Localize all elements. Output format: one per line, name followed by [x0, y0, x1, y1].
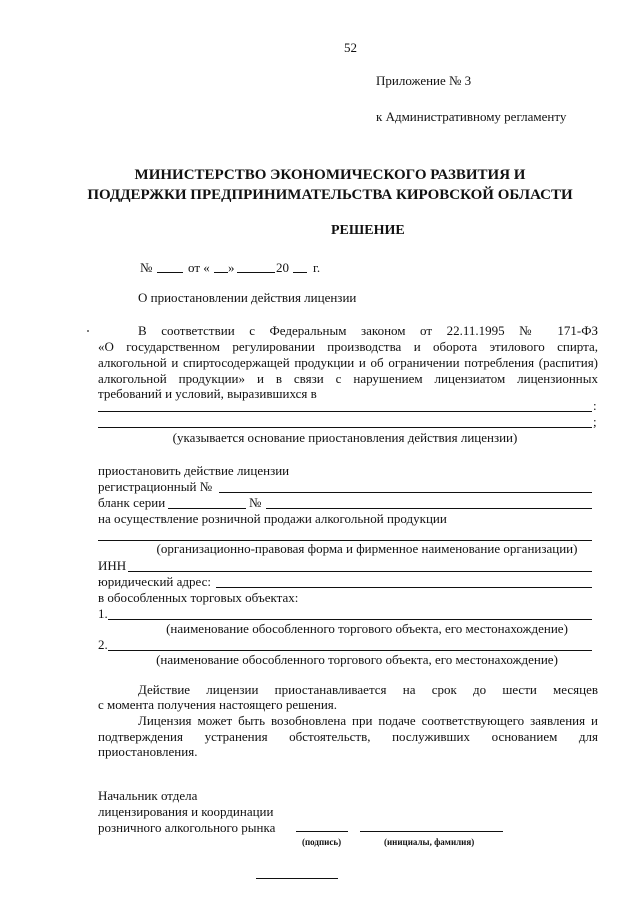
item-2-caption: (наименование обособленного торгового объекта, его местонахождение) [156, 652, 558, 667]
suspend-label: приостановить действие лицензии [98, 463, 290, 478]
item-1-caption: (наименование обособленного торгового объекта, его местонахождение) [166, 621, 568, 636]
year-blank [293, 272, 307, 273]
closing-p1-line-1: Действие лицензии приостанавливается на срок до шести месяцев [138, 682, 598, 697]
inn-label: ИНН [98, 558, 127, 573]
year-suffix: г. [313, 260, 321, 275]
address-blank [216, 587, 592, 588]
month-blank [237, 272, 275, 273]
decision-title: РЕШЕНИЕ [331, 223, 405, 238]
signatory-line-2: лицензирования и координации [98, 804, 274, 819]
activity-label: на осуществление розничной продажи алкогольной продукции [98, 511, 447, 526]
item-1-blank [108, 619, 592, 620]
closing-p2-line-1: Лицензия может быть возобновлена при подаче соответствующего заявления и [138, 713, 598, 728]
closing-p2-line-3: приостановления. [98, 744, 198, 759]
address-label: юридический адрес: [98, 574, 211, 589]
closing-p1-line-2: с момента получения настоящего решения. [98, 697, 338, 712]
basis-blank-1 [98, 411, 592, 412]
signature-caption: (подпись) [302, 837, 342, 847]
reg-number-blank [219, 492, 592, 493]
quote-close: » [228, 260, 235, 275]
ministry-line-1: МИНИСТЕРСТВО ЭКОНОМИЧЕСКОГО РАЗВИТИЯ И [134, 167, 526, 183]
name-caption: (инициалы, фамилия) [384, 837, 475, 847]
day-blank [214, 272, 228, 273]
blank-series-label: бланк серии [98, 495, 166, 510]
number-sign: № [140, 260, 153, 275]
separate-objects-label: в обособленных торговых объектах: [98, 590, 299, 605]
date-from: от « [188, 260, 210, 275]
subject: О приостановлении действия лицензии [138, 290, 357, 305]
footer-rule [256, 878, 338, 879]
name-blank [360, 831, 503, 832]
item-1-number: 1. [98, 606, 108, 621]
item-2-number: 2. [98, 637, 108, 652]
body-line-2: «О государственном регулировании производства и оборота этилового спирта, [98, 339, 598, 354]
year-prefix: 20 [276, 260, 289, 275]
signature-blank [296, 831, 348, 832]
appendix-reference: к Административному регламенту [376, 109, 567, 124]
signatory-line-3: розничного алкогольного рынка [98, 820, 276, 835]
item-2-blank [108, 650, 592, 651]
body-line-5: требований и условий, выразившихся в [98, 386, 317, 401]
body-line-3: алкогольной и спиртосодержащей продукции и об ограничении потребления (распития) [98, 355, 598, 370]
blank-series-blank [168, 508, 246, 509]
org-caption: (организационно-правовая форма и фирменное наименование организации) [156, 541, 578, 556]
inn-blank [128, 571, 592, 572]
blank-number-sign: № [249, 495, 262, 510]
basis-caption: (указывается основание приостановления действия лицензии) [172, 430, 518, 445]
body-line-4: алкогольной продукции» и в связи с нарушением лицензиатом лицензионных [98, 371, 598, 386]
ministry-line-2: ПОДДЕРЖКИ ПРЕДПРИНИМАТЕЛЬСТВА КИРОВСКОЙ ОБЛАСТИ [87, 187, 573, 203]
appendix-label: Приложение № 3 [376, 73, 472, 88]
closing-p2-line-2: подтверждения устранения обстоятельств, послуживших основанием для [98, 729, 598, 744]
body-line-1: В соответствии с Федеральным законом от 22.11.1995 № 171-ФЗ [138, 323, 598, 338]
basis-blank-2 [98, 427, 592, 428]
reg-number-label: регистрационный № [98, 479, 213, 494]
page-number: 52 [344, 40, 357, 55]
signatory-line-1: Начальник отдела [98, 788, 198, 803]
margin-dot [87, 330, 89, 332]
blank-number-blank [266, 508, 592, 509]
number-blank [157, 272, 183, 273]
